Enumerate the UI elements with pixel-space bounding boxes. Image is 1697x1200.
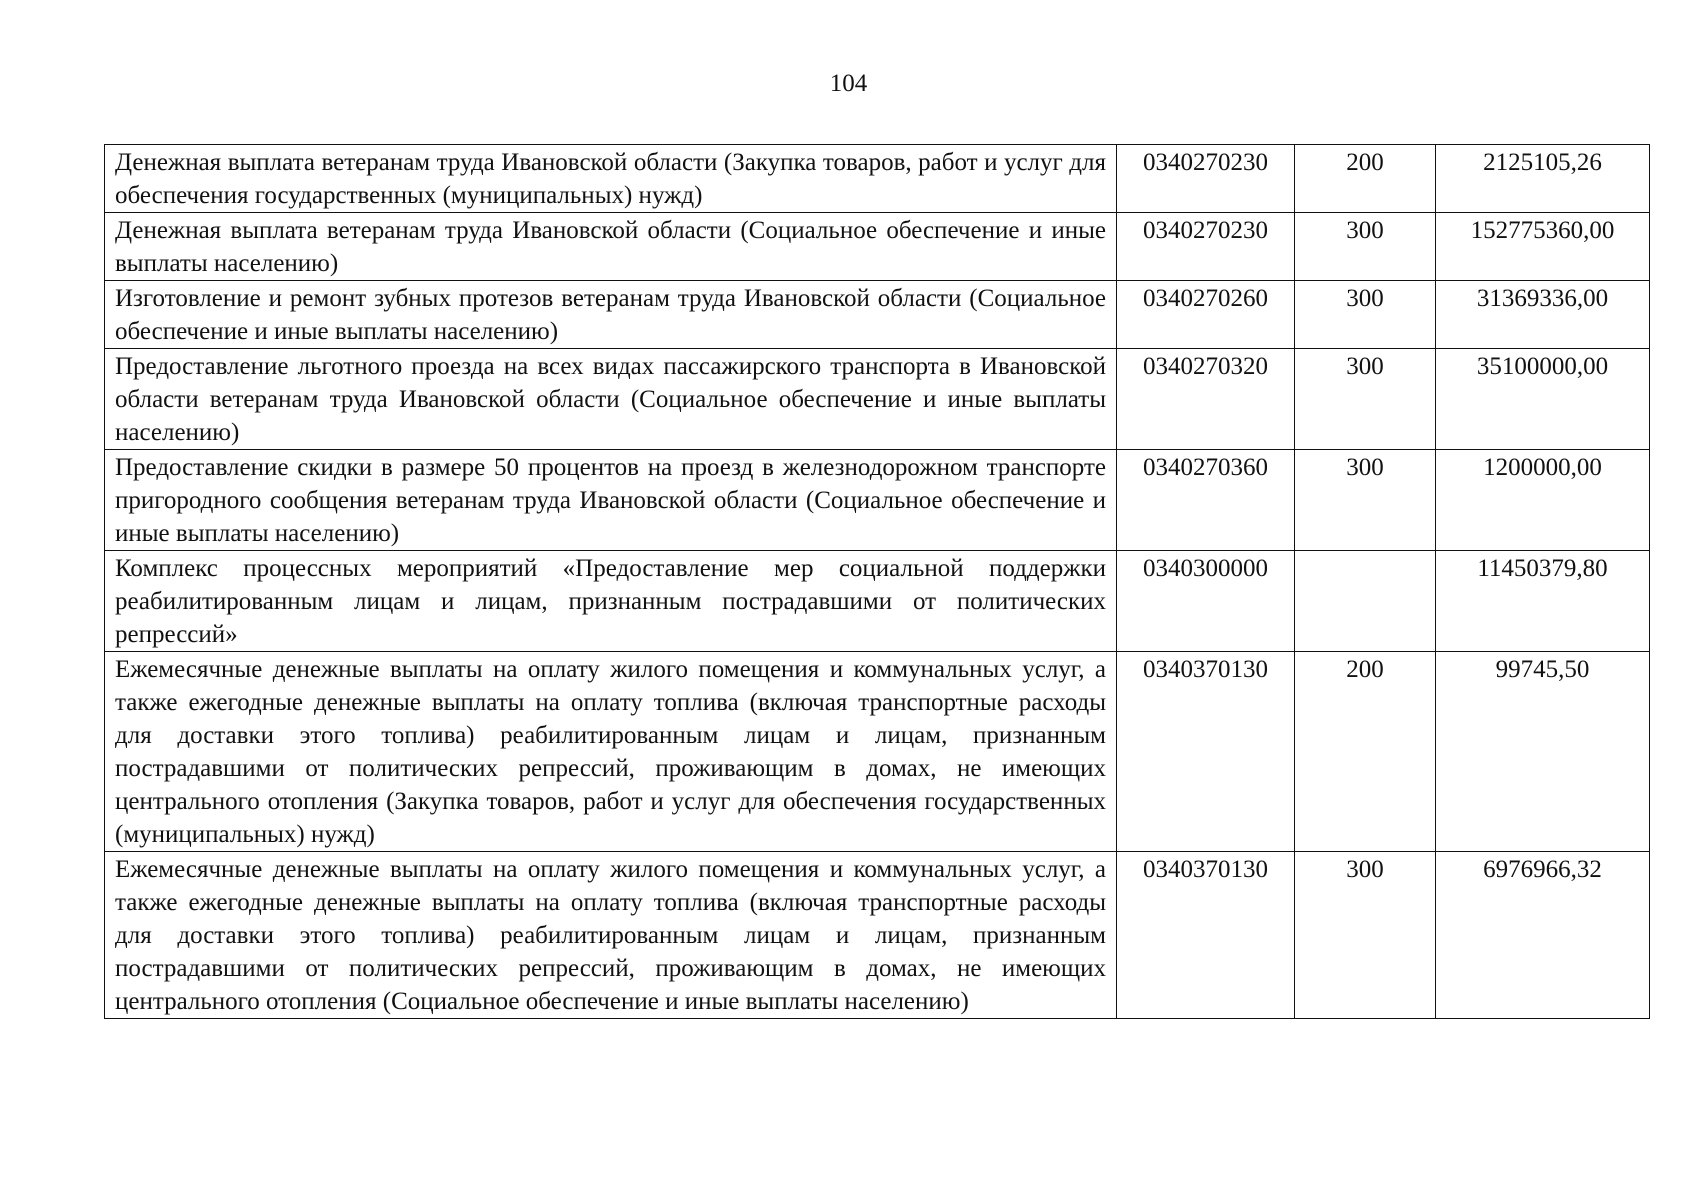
row-name-cell: Денежная выплата ветеранам труда Ивановской области (Закупка товаров, работ и услуг для обеспечения государственных (муниципальных) нужд) (105, 145, 1117, 213)
table-row (105, 450, 1650, 551)
row-name-cell: Ежемесячные денежные выплаты на оплату жилого помещения и коммунальных услуг, а также ежегодные денежные выплаты на оплату топлива (включая транспортные расходы для доставки этого топлива) реабилитированным лицам и лицам, признанным пострадавшими от политических репрессий, проживающим в домах, не имеющих центрального отопления (Закупка товаров, работ и услуг для обеспечения государственных (муниципальных) нужд) (105, 652, 1117, 852)
row-name-cell: Ежемесячные денежные выплаты на оплату жилого помещения и коммунальных услуг, а также ежегодные денежные выплаты на оплату топлива (включая транспортные расходы для доставки этого топлива) реабилитированным лицам и лицам, признанным пострадавшими от политических репрессий, проживающим в домах, не имеющих центрального отопления (Социальное обеспечение и иные выплаты населению) (105, 852, 1117, 1019)
row-name-cell: Комплекс процессных мероприятий «Предоставление мер социальной поддержки реабилитированным лицам и лицам, признанным пострадавшими от политических репрессий» (105, 551, 1117, 652)
row-code-cell: 0340270360 (1117, 450, 1295, 551)
row-amount-cell: 11450379,80 (1436, 551, 1650, 652)
table-row (105, 852, 1650, 1019)
row-expense-type-cell: 300 (1295, 349, 1436, 450)
row-amount-cell: 152775360,00 (1436, 213, 1650, 281)
row-code-cell: 0340370130 (1117, 652, 1295, 852)
table-row (105, 349, 1650, 450)
row-amount-cell: 35100000,00 (1436, 349, 1650, 450)
row-amount-cell: 2125105,26 (1436, 145, 1650, 213)
page-number: 104 (829, 70, 868, 97)
table-row (105, 652, 1650, 852)
row-amount-cell: 6976966,32 (1436, 852, 1650, 1019)
row-expense-type-cell: 300 (1295, 281, 1436, 349)
row-expense-type-cell (1295, 551, 1436, 652)
row-name-cell: Предоставление скидки в размере 50 процентов на проезд в железнодорожном транспорте пригородного сообщения ветеранам труда Ивановской области (Социальное обеспечение и иные выплаты населению) (105, 450, 1117, 551)
row-code-cell: 0340300000 (1117, 551, 1295, 652)
row-expense-type-cell: 200 (1295, 145, 1436, 213)
row-expense-type-cell: 300 (1295, 213, 1436, 281)
row-code-cell: 0340370130 (1117, 852, 1295, 1019)
row-amount-cell: 99745,50 (1436, 652, 1650, 852)
row-amount-cell: 31369336,00 (1436, 281, 1650, 349)
table-row (105, 145, 1650, 213)
row-code-cell: 0340270230 (1117, 145, 1295, 213)
row-expense-type-cell: 300 (1295, 852, 1436, 1019)
row-name-cell: Изготовление и ремонт зубных протезов ветеранам труда Ивановской области (Социальное обеспечение и иные выплаты населению) (105, 281, 1117, 349)
row-code-cell: 0340270260 (1117, 281, 1295, 349)
row-code-cell: 0340270320 (1117, 349, 1295, 450)
row-expense-type-cell: 200 (1295, 652, 1436, 852)
row-code-cell: 0340270230 (1117, 213, 1295, 281)
row-amount-cell: 1200000,00 (1436, 450, 1650, 551)
table-row (105, 551, 1650, 652)
table-row (105, 213, 1650, 281)
row-name-cell: Денежная выплата ветеранам труда Ивановской области (Социальное обеспечение и иные выплаты населению) (105, 213, 1117, 281)
row-expense-type-cell: 300 (1295, 450, 1436, 551)
row-name-cell: Предоставление льготного проезда на всех видах пассажирского транспорта в Ивановской области ветеранам труда Ивановской области (Социальное обеспечение и иные выплаты населению) (105, 349, 1117, 450)
table-row (105, 281, 1650, 349)
budget-table (104, 144, 1650, 1019)
